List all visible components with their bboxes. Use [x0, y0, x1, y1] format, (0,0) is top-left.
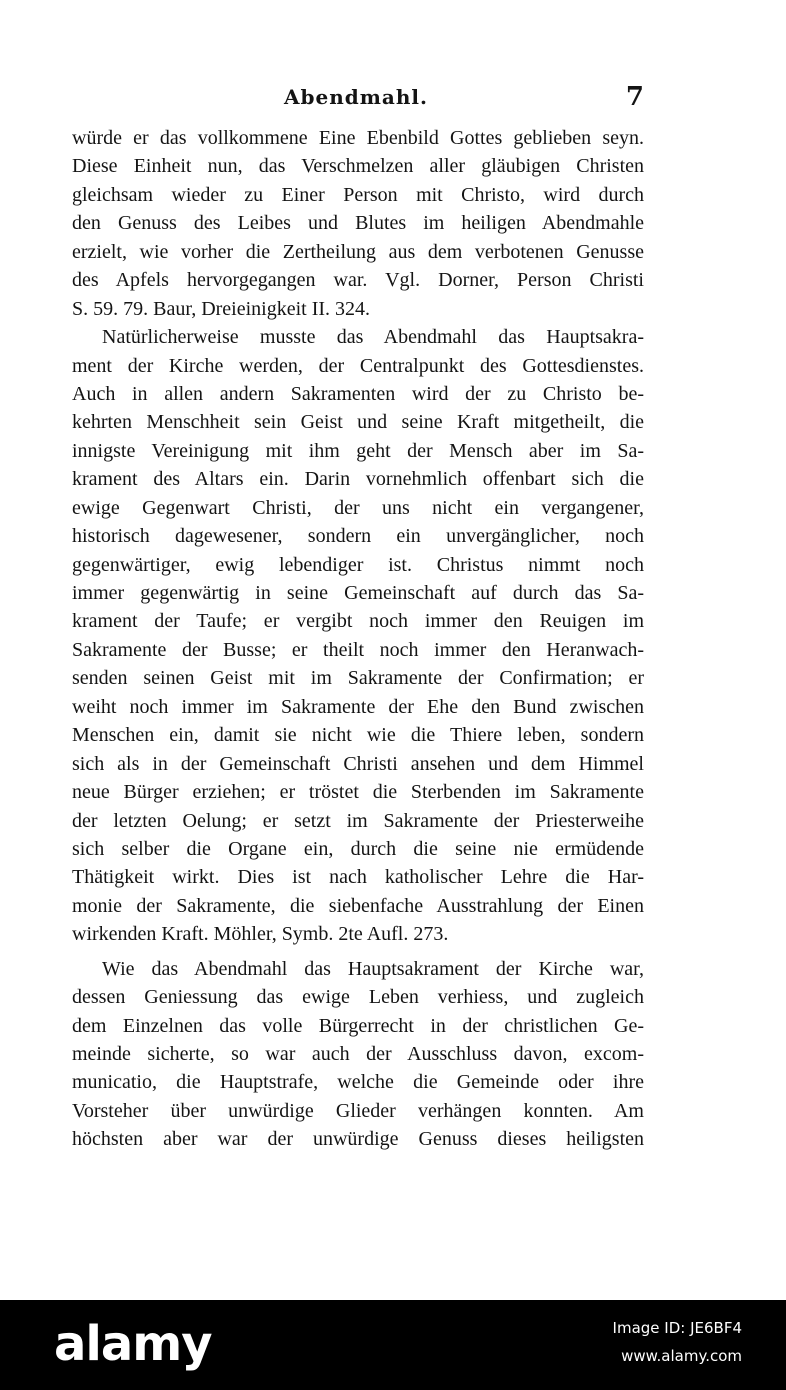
text-line: ewige Gegenwart Christi, der uns nicht ein vergangener,	[72, 496, 644, 519]
text-line: Wie das Abendmahl das Hauptsakrament der Kirche war,	[102, 957, 644, 980]
text-line: Diese Einheit nun, das Verschmelzen aller gläubigen Christen	[72, 155, 644, 178]
text-line: Thätigkeit wirkt. Dies ist nach katholischer Lehre die Har-	[72, 866, 644, 889]
text-line: immer gegenwärtig in seine Gemeinschaft auf durch das Sa-	[72, 582, 644, 604]
text-line: neue Bürger erziehen; er tröstet die Sterbenden im Sakramente	[72, 781, 644, 804]
text-line: dessen Geniessung das ewige Leben verhiess, und zugleich	[72, 986, 644, 1009]
text-line: erzielt, wie vorher die Zertheilung aus dem verbotenen Genusse	[72, 240, 644, 263]
text-line: der letzten Oelung; er setzt im Sakramente der Priesterweihe	[72, 809, 644, 832]
watermark-footer	[0, 1300, 786, 1390]
text-line: Vorsteher über unwürdige Glieder verhängen konnten. Am	[72, 1099, 644, 1122]
text-line: des Apfels hervorgegangen war. Vgl. Dorner, Person Christi	[72, 269, 644, 292]
body-text	[72, 124, 644, 1154]
text-line: ment der Kirche werden, der Centralpunkt des Gottesdienstes.	[72, 354, 644, 377]
running-title: Abendmahl.	[284, 85, 428, 109]
text-line: würde er das vollkommene Eine Ebenbild Gottes geblieben seyn.	[72, 127, 644, 149]
alamy-logo: alamy	[54, 1316, 212, 1372]
text-line: sich als in der Gemeinschaft Christi ansehen und dem Himmel	[72, 752, 644, 775]
text-line: krament der Taufe; er vergibt noch immer den Reuigen im	[72, 610, 644, 633]
text-line: meinde sicherte, so war auch der Ausschluss davon, excom-	[72, 1043, 644, 1065]
page-number: 7	[625, 82, 644, 112]
text-line: Menschen ein, damit sie nicht wie die Thiere leben, sondern	[72, 724, 644, 747]
site-url-label: www.alamy.com	[621, 1347, 742, 1365]
text-line: sich selber die Organe ein, durch die seine nie ermüdende	[72, 837, 644, 860]
text-line: S. 59. 79. Baur, Dreieinigkeit II. 324.	[72, 297, 371, 320]
text-line: gegenwärtiger, ewig lebendiger ist. Christus nimmt noch	[72, 553, 644, 576]
text-line: kehrten Menschheit sein Geist und seine Kraft mitgetheilt, die	[72, 411, 644, 434]
image-id-label: Image ID: JE6BF4	[612, 1319, 742, 1337]
text-line: Natürlicherweise musste das Abendmahl das Hauptsakra-	[102, 326, 644, 349]
text-line: dem Einzelnen das volle Bürgerrecht in der christlichen Ge-	[72, 1014, 644, 1037]
text-line: Sakramente der Busse; er theilt noch immer den Heranwach-	[72, 638, 644, 661]
text-line: weiht noch immer im Sakramente der Ehe den Bund zwischen	[72, 695, 644, 718]
text-line: Auch in allen andern Sakramenten wird der zu Christo be-	[72, 382, 644, 405]
text-line: monie der Sakramente, die siebenfache Ausstrahlung der Einen	[72, 894, 644, 917]
text-line: historisch dagewesener, sondern ein unvergänglicher, noch	[72, 525, 644, 548]
text-line: innigste Vereinigung mit ihm geht der Mensch aber im Sa-	[72, 439, 644, 462]
text-line: den Genuss des Leibes und Blutes im heiligen Abendmahle	[72, 212, 644, 235]
text-line: gleichsam wieder zu Einer Person mit Christo, wird durch	[72, 183, 644, 206]
text-line: krament des Altars ein. Darin vornehmlich offenbart sich die	[72, 468, 644, 491]
text-line: municatio, die Hauptstrafe, welche die Gemeinde oder ihre	[72, 1071, 644, 1094]
text-line: senden seinen Geist mit im Sakramente der Confirmation; er	[72, 667, 644, 690]
running-head	[68, 80, 644, 114]
text-line: höchsten aber war der unwürdige Genuss dieses heiligsten	[72, 1128, 644, 1151]
text-line: wirkenden Kraft. Möhler, Symb. 2te Aufl. 273.	[72, 923, 449, 946]
